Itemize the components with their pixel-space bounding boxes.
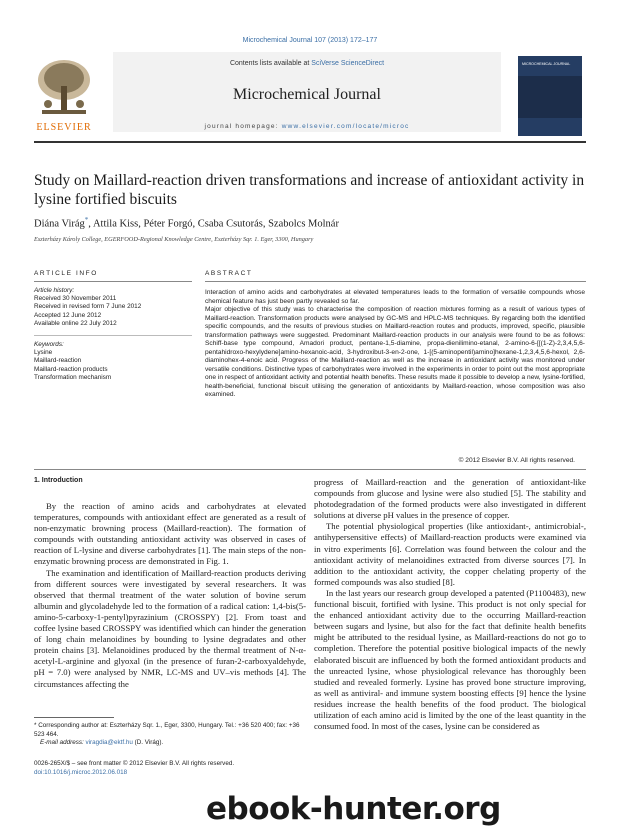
- abstract-paragraph: Interaction of amino acids and carbohydrates at elevated temperatures leads to the formation of versatile compounds whose chemical feature has just been partly revealed so far.: [205, 289, 585, 305]
- journal-reference[interactable]: Microchemical Journal 107 (2013) 172–177: [242, 37, 378, 44]
- doi-link[interactable]: doi:10.1016/j.microc.2012.06.018: [34, 768, 128, 776]
- author-name[interactable]: Csaba Csutorás: [197, 218, 263, 230]
- sciencedirect-link[interactable]: SciVerse ScienceDirect: [311, 60, 385, 67]
- corresponding-footnote: [34, 722, 306, 748]
- history-item: Accepted 12 June 2012: [34, 311, 102, 319]
- footnote-rule: [34, 717, 114, 718]
- elsevier-tree-logo: [30, 56, 98, 118]
- author-name[interactable]: Szabolcs Molnár: [268, 218, 339, 230]
- contents-prefix: Contents lists available at: [229, 60, 310, 67]
- email-line: [34, 739, 306, 748]
- article-history: [34, 287, 194, 328]
- corresponding-author-mark[interactable]: *: [84, 216, 89, 224]
- author-list: Diána Virág*, Attila Kiss, Péter Forgó, Csaba Csutorás, Szabolcs Molnár: [34, 216, 339, 230]
- watermark-text: ebook-hunter.org: [206, 791, 501, 827]
- introduction-heading: 1. Introduction: [34, 477, 83, 484]
- keyword: Lysine: [34, 349, 53, 357]
- author-name[interactable]: Péter Forgó: [143, 218, 193, 230]
- journal-cover-band: [518, 76, 582, 118]
- history-item: Available online 22 July 2012: [34, 319, 117, 327]
- email-label: E-mail address:: [40, 739, 84, 746]
- article-info-rule: [34, 281, 192, 282]
- keyword: Maillard-reaction: [34, 357, 82, 365]
- abstract-heading: ABSTRACT: [205, 270, 253, 277]
- abstract-paragraph: Major objective of this study was to characterise the composition of reaction mixtures forming as a result of various types of Maillard-reaction. Transformation products were analysed by GC-MS and HPLC-MS techniques. By regarding both the identified specific compounds, and the results of previous studies on Maillard-reaction routes and products, improved, specific, plausible transformation pathways were suggested. Predominant Maillard-reaction products in our analysis were found to be as follows: Schiff-base type compound, Amadori product, pentane-1,5-diamine, propa-dienilimino-etanal, 2-amino-6-[[(1-Z)-2,3,4,5,6-pentahidroxo-hexylydene]amino-hexanoic-acid, 3-hydroxibut-3-en-2-one, 1-[(5-aminopentil)amino]hexane-1,2,3,4,5,6-hexol, 2,6-diaminohex-4-enoic acid. Progress of the Maillard-reaction as well as the increase in antioxidant activity was monitored under versatile conditions. Distinctive types of carbohydrates were involved in the experiments in order to point out the most appropriate one in respect of antioxidant activity and potential health benefits. These results made it possible to develop a new, lysine-fortified, health-beneficial, functional biscuit utilising the generation of antioxidants by Maillard-reaction, whose composition was also examined.: [205, 306, 585, 398]
- keyword: Maillard-reaction products: [34, 365, 108, 373]
- keywords-rule: [34, 335, 192, 336]
- author-name[interactable]: Diána Virág: [34, 218, 85, 230]
- journal-cover-title: MICROCHEMICAL JOURNAL: [522, 62, 571, 66]
- homepage-prefix: journal homepage:: [204, 123, 279, 130]
- body-paragraph: progress of Maillard-reaction and the generation of antioxidant-like compounds from glucose and lysine were also studied [5]. The stability and photodegradation of the formed products were also investigated in different solutions at diverse pH values in the presence of copper.: [314, 477, 586, 521]
- history-label: Article history:: [34, 287, 75, 294]
- keywords-block: [34, 341, 194, 382]
- article-title: Study on Maillard-reaction driven transformations and increase of antioxidant activity in lysine fortified biscuits: [34, 172, 585, 208]
- body-paragraph: In the last years our research group developed a patented (P1100483), new functional biscuit, fortified with lysine. This product is not only special for the enhanced antioxidant activity due to the occurring Maillard-reaction between sugars and lysine, but also for the fact that definite health benefits might be attributed to the residual lysine, as Maillard-reactions do not go to completion. Therefore the potential positive biological impacts of the newly elaborated biscuit are influenced by both the formed antioxidant products and the unreacted lysine, whose physiological relevance has thoroughly been studied and revealed formerly. Lysine has proved bone structure improving, as well as antiviral- and immune system boosting effects [9] hence the lysine residues increase the health benefits of the food product. The biological utilization of each amino acid is limited by the one of the least quantity in the consumed food. In most of the cases, lysine can be considered as: [314, 587, 586, 732]
- abstract-bottom-rule: [34, 469, 586, 470]
- author-affiliation: Eszterházy Károly College, EGERFOOD-Regional Knowledge Centre, Eszterházy Sqr. 1. Eger, 3300, Hungary: [34, 236, 314, 243]
- footnote-text: * Corresponding author at: Eszterházy Sqr. 1., Eger, 3300, Hungary. Tel.: +36 520 400; fax: +36 523 464.: [34, 722, 300, 738]
- abstract-rule: [205, 281, 586, 282]
- keywords-label: Keywords:: [34, 341, 64, 348]
- left-column: [34, 501, 306, 690]
- journal-homepage: [113, 123, 501, 130]
- issn-line: 0026-265X/$ – see front matter © 2012 Elsevier B.V. All rights reserved.: [34, 760, 235, 767]
- author-name[interactable]: Attila Kiss: [92, 218, 139, 230]
- abstract-body: [205, 289, 585, 400]
- header-rule: [34, 141, 586, 143]
- body-paragraph: The potential physiological properties (like antioxidant-, antimicrobial-, antihypersensitive effects) of Maillard-reaction products were examined via in vitro experiments [6]. Correlation was found between the colour and the antioxidant activity of melanoidines extracted from diverse sources [7]. In addition to the antioxidant activity, the copper chelating property of the formed compounds was also studied [8].: [314, 521, 586, 587]
- body-paragraph: By the reaction of amino acids and carbohydrates at elevated temperatures, compounds with antioxidant effect are generated as a result of non-enzymatic browning process (Maillard-reaction). The formation of compounds with outstanding antioxidant activity was observed in cases of reaction of L-lysine and diverse carbohydrates [1]. The main steps of the non-enzymatic browning process are demonstrated in Fig. 1.: [34, 501, 306, 567]
- homepage-link[interactable]: www.elsevier.com/locate/microc: [281, 123, 410, 130]
- email-suffix: (D. Virág).: [134, 739, 164, 746]
- keyword: Transformation mechanism: [34, 373, 112, 381]
- right-column: [314, 477, 586, 732]
- abstract-copyright: © 2012 Elsevier B.V. All rights reserved.: [458, 457, 575, 464]
- contents-line: [113, 60, 501, 67]
- history-item: Received 30 November 2011: [34, 295, 117, 303]
- body-paragraph: The examination and identification of Maillard-reaction products deriving from different sources were investigated by several researchers. It was observed that thermal treatment of the water solution of bovine serum albumin and glycoladehyde led to the formation of a radical cation: 1,4-bis(5-amino-5-carboxy-1-pentyl)pyrazinium (CROSSPY) [2]. From toast and coffee lysine based CROSSPY was identified which can hinder the generation of long chain melanoidines by bounding to lysine degradates and other protein chains [3]. Melanoidines produced by the thermal treatment of N-α-acetyl-L-arginine and glyoxal (in the presence of furan-2-carboxyaldehyde, pH = 7.0) were analysed by NMR, LC-MS and UV–vis methods [4]. The circumstances affecting the: [34, 567, 306, 689]
- email-link[interactable]: viragdia@ektf.hu: [85, 739, 133, 746]
- elsevier-wordmark: ELSEVIER: [36, 122, 92, 133]
- history-item: Received in revised form 7 June 2012: [34, 303, 142, 311]
- article-info-heading: ARTICLE INFO: [34, 270, 98, 277]
- front-matter: [34, 760, 234, 777]
- journal-name: Microchemical Journal: [233, 86, 381, 103]
